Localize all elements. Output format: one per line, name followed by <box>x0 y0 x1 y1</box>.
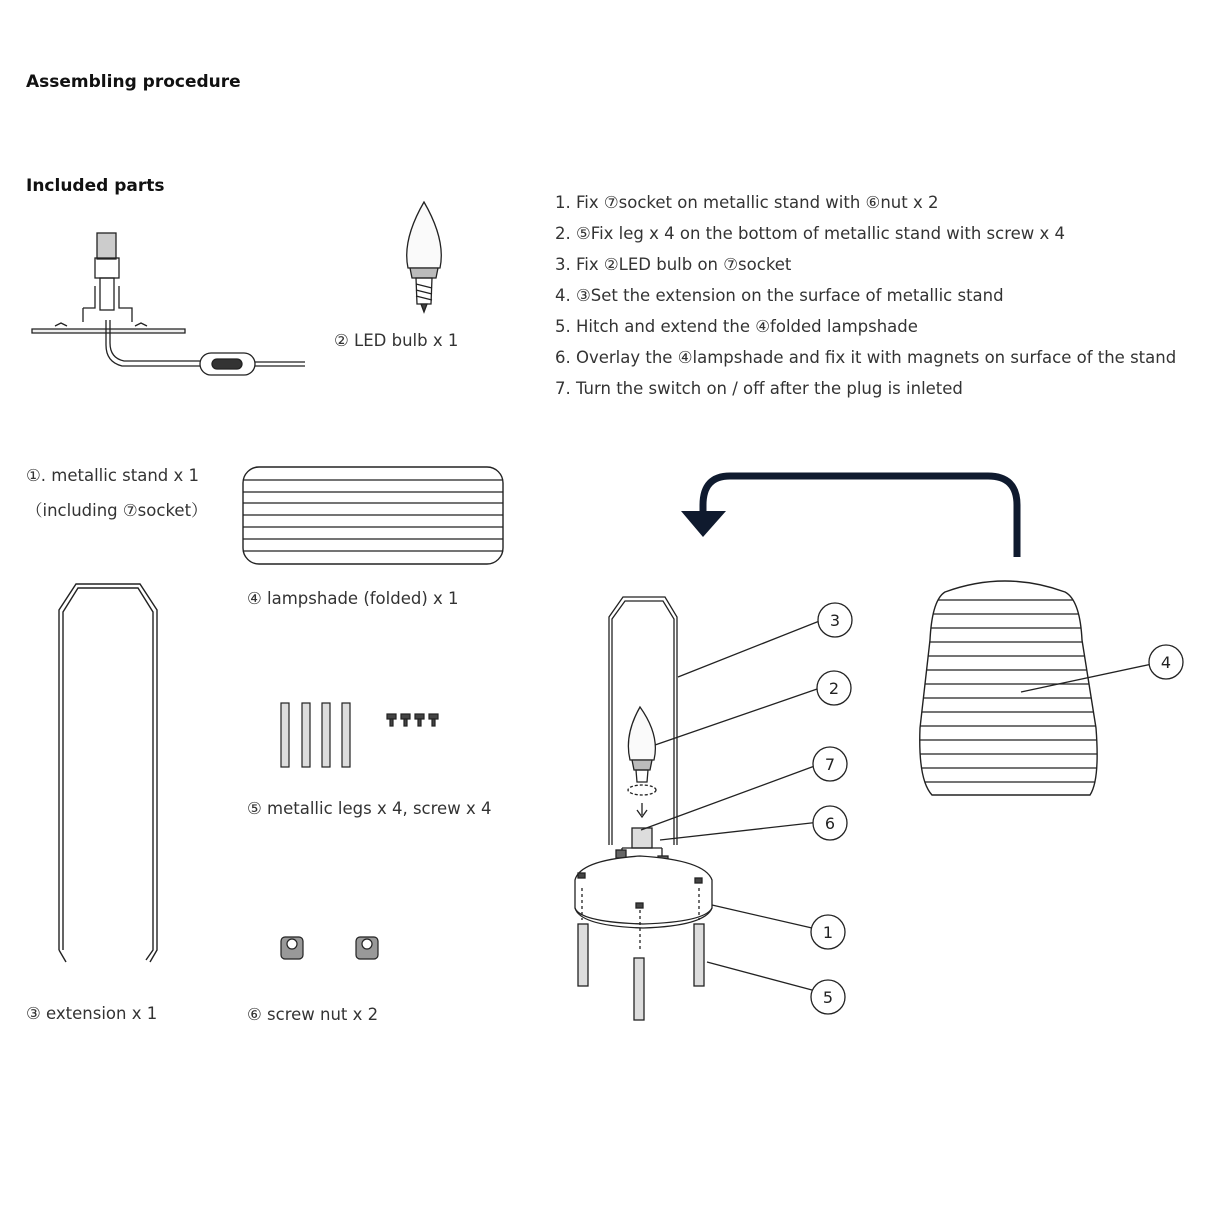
stand-label: ①. metallic stand x 1 <box>26 466 200 485</box>
step-7: 7. Turn the switch on / off after the plug is inleted <box>555 379 963 398</box>
direction-arrow <box>681 476 1017 557</box>
metallic-stand-drawing <box>32 233 305 375</box>
step-3: 3. Fix ②LED bulb on ⑦socket <box>555 255 792 274</box>
step-6: 6. Overlay the ④lampshade and fix it with magnets on surface of the stand <box>555 348 1177 367</box>
nut-label: ⑥ screw nut x 2 <box>247 1005 379 1024</box>
included-parts-heading: Included parts <box>26 176 165 196</box>
led-bulb-label: ② LED bulb x 1 <box>334 331 459 350</box>
callout-6 <box>813 806 847 840</box>
callout-3-label: 3 <box>829 611 841 630</box>
expanded-lampshade-drawing <box>900 581 1110 795</box>
callout-6-label: 6 <box>824 814 836 833</box>
step-5: 5. Hitch and extend the ④folded lampshade <box>555 317 918 336</box>
callout-5-label: 5 <box>822 988 834 1007</box>
page-title: Assembling procedure <box>26 72 241 92</box>
callout-3 <box>818 603 852 637</box>
callout-1-label: 1 <box>822 923 834 942</box>
lampshade-label: ④ lampshade (folded) x 1 <box>247 589 459 608</box>
folded-lampshade-drawing <box>243 467 503 564</box>
callout-2-label: 2 <box>828 679 840 698</box>
callout-5 <box>811 980 845 1014</box>
step-2: 2. ⑤Fix leg x 4 on the bottom of metallic stand with screw x 4 <box>555 224 1066 243</box>
step-4: 4. ③Set the extension on the surface of metallic stand <box>555 286 1004 305</box>
extension-drawing <box>59 584 157 962</box>
legs-label: ⑤ metallic legs x 4, screw x 4 <box>247 799 492 818</box>
callout-1 <box>811 915 845 949</box>
led-bulb-drawing <box>407 202 442 312</box>
callout-4-label: 4 <box>1160 653 1172 672</box>
callout-4 <box>1149 645 1183 679</box>
step-1: 1. Fix ⑦socket on metallic stand with ⑥nut x 2 <box>555 193 939 212</box>
legs-and-screws-drawing <box>281 703 438 767</box>
screw-nuts-drawing <box>281 937 378 959</box>
extension-label: ③ extension x 1 <box>26 1004 158 1023</box>
stand-label-sub: （including ⑦socket） <box>26 501 208 520</box>
callout-7 <box>813 747 847 781</box>
callout-2 <box>817 671 851 705</box>
assembly-view-drawing <box>575 597 1152 1020</box>
callout-7-label: 7 <box>824 755 836 774</box>
